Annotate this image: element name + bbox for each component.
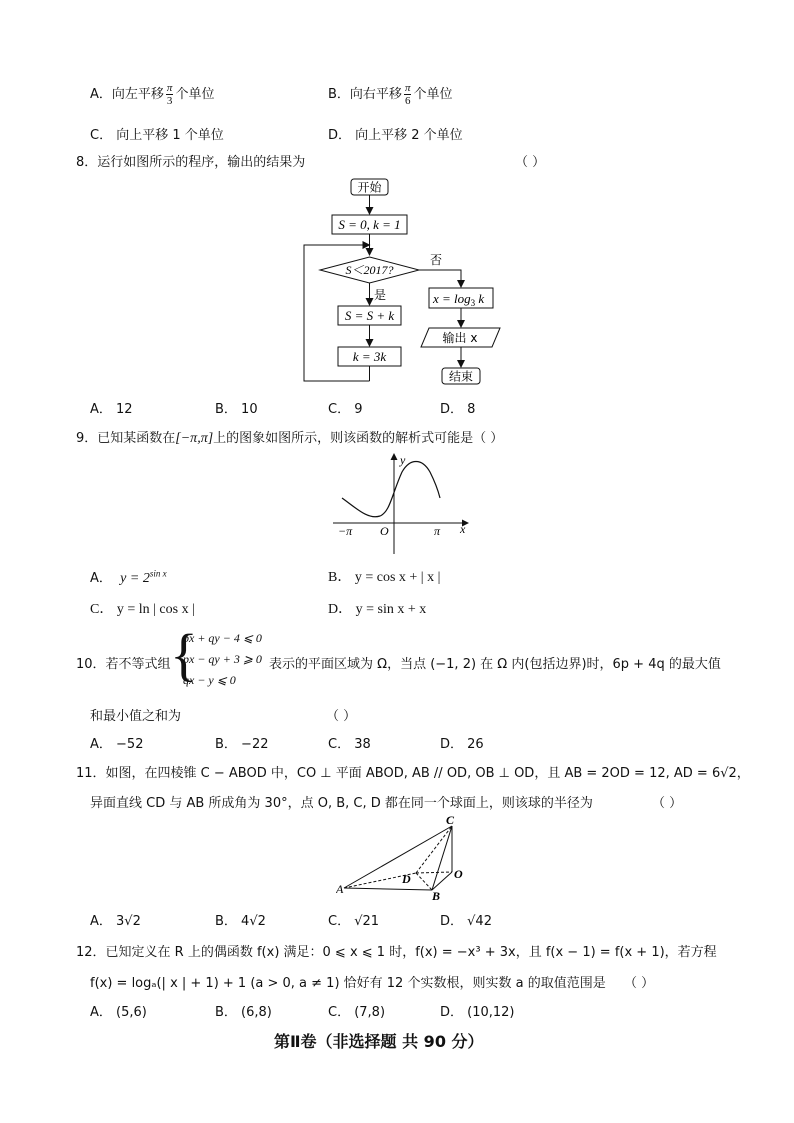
q10-answer-paren: （ ） — [326, 709, 357, 724]
q10-stem-mid: 表示的平面区域为 Ω，当点 (−1, 2) 在 Ω 内(包括边界)时，6p + 4q 的最大值 — [269, 657, 721, 672]
q10-ineq-3: qx − y ⩽ 0 — [183, 673, 236, 687]
flow-assign-k-label: k = 3k — [352, 349, 387, 364]
q11-option-b: B． 4√2 — [215, 914, 266, 929]
flow-output-label: 输出 x — [442, 331, 478, 345]
q10-stem-line2: 和最小值之和为 — [90, 709, 182, 724]
q7-option-a: A．向左平移 $\frac{\pi}{3}$ 个单位 — [90, 82, 215, 107]
q10-option-b: B． −22 — [215, 737, 269, 752]
graph-y-label: y — [400, 453, 406, 467]
q10-option-c: C． 38 — [328, 737, 371, 752]
q9-option-d: D． y = sin x + x — [328, 602, 427, 617]
q7-option-d: D． 向上平移 2 个单位 — [328, 128, 463, 143]
q11-stem-line1: 11．如图，在四棱锥 C − ABOD 中，CO ⊥ 平面 ABOD, AB // OD, OB ⊥ OD，且 AB = 2OD = 12, AD = 6√2， — [76, 766, 750, 781]
q8-answer-paren: （ ） — [515, 155, 546, 170]
q12-stem-line2: f(x) = logₐ(| x | + 1) + 1 (a > 0, a ≠ 1) 恰好有 12 个实数根，则实数 a 的取值范围是 — [90, 976, 606, 991]
vertex-D-label: D — [402, 872, 411, 886]
q12-option-d: D． (10,12) — [440, 1005, 515, 1020]
q8-flowchart — [296, 176, 506, 390]
q10-option-d: D． 26 — [440, 737, 484, 752]
q7-option-b: B．向右平移 $\frac{\pi}{6}$ 个单位 — [328, 82, 453, 107]
q10-ineq-2: px − qy + 3 ⩾ 0 — [183, 652, 262, 666]
q8-option-c: C． 9 — [328, 402, 363, 417]
q12-answer-paren: （ ） — [624, 976, 655, 991]
vertex-C-label: C — [446, 813, 455, 827]
q11-stem-line2: 异面直线 CD 与 AB 所成角为 30°，点 O, B, C, D 都在同一个球面上，则该球的半径为 — [90, 796, 593, 811]
graph-origin-label: O — [380, 524, 389, 538]
q12-stem-line1: 12．已知定义在 R 上的偶函数 f(x) 满足：0 ⩽ x ⩽ 1 时，f(x) = −x³ + 3x，且 f(x − 1) = f(x + 1)，若方程 — [76, 945, 717, 960]
q8-option-d: D． 8 — [440, 402, 476, 417]
q9-stem: 9．已知某函数在[−π,π]上的图象如图所示，则该函数的解析式可能是（ ） — [76, 431, 504, 446]
flow-start-label: 开始 — [357, 180, 382, 195]
q11-option-a: A． 3√2 — [90, 914, 141, 929]
q11-pyramid-figure — [336, 812, 470, 902]
flow-assign-s-label: S = S + k — [344, 308, 395, 323]
q11-answer-paren: （ ） — [652, 796, 683, 811]
graph-pi-label: π — [434, 524, 441, 538]
q9-option-c: C． y = ln | cos x | — [90, 602, 195, 617]
vertex-A-label: A — [336, 882, 344, 896]
q10-ineq-1: px + qy − 4 ⩽ 0 — [183, 631, 262, 645]
q12-option-b: B． (6,8) — [215, 1005, 272, 1020]
edge-DO — [416, 872, 452, 873]
q12-option-c: C． (7,8) — [328, 1005, 386, 1020]
q7-option-c: C． 向上平移 1 个单位 — [90, 128, 224, 143]
q10-brace: { — [170, 622, 198, 687]
q11-option-d: D． √42 — [440, 914, 492, 929]
edge-AB — [344, 888, 432, 890]
flow-no-label: 否 — [430, 253, 443, 267]
q9-function-graph — [328, 450, 473, 558]
flow-end-label: 结束 — [448, 369, 474, 384]
section-title: 第Ⅱ卷（非选择题 共 90 分） — [274, 1032, 484, 1051]
q9-option-b: B． y = cos x + | x | — [328, 570, 441, 585]
q10-stem-pre: 10．若不等式组 — [76, 657, 171, 672]
q8-option-b: B． 10 — [215, 402, 258, 417]
edge-DB — [416, 873, 432, 890]
graph-x-label: x — [460, 522, 466, 536]
q8-stem: 8．运行如图所示的程序，输出的结果为 — [76, 155, 306, 170]
flow-init-label: S = 0, k = 1 — [338, 217, 401, 232]
q11-option-c: C． √21 — [328, 914, 380, 929]
flow-decision-label: S＜2017? — [345, 263, 394, 277]
flow-yes-label: 是 — [374, 288, 387, 302]
edge-DC — [416, 826, 452, 873]
vertex-O-label: O — [454, 867, 463, 881]
q12-option-a: A． (5,6) — [90, 1005, 147, 1020]
vertex-B-label: B — [432, 889, 441, 902]
q8-option-a: A． 12 — [90, 402, 133, 417]
q9-option-a: A． $y = 2^{sin x}$ — [90, 568, 167, 586]
graph-curve — [342, 462, 440, 517]
q10-system — [183, 628, 262, 691]
flow-compute-x-label: $x = \log_3 k$ — [433, 291, 485, 308]
q10-option-a: A． −52 — [90, 737, 144, 752]
graph-neg-pi-label: −π — [338, 524, 353, 538]
